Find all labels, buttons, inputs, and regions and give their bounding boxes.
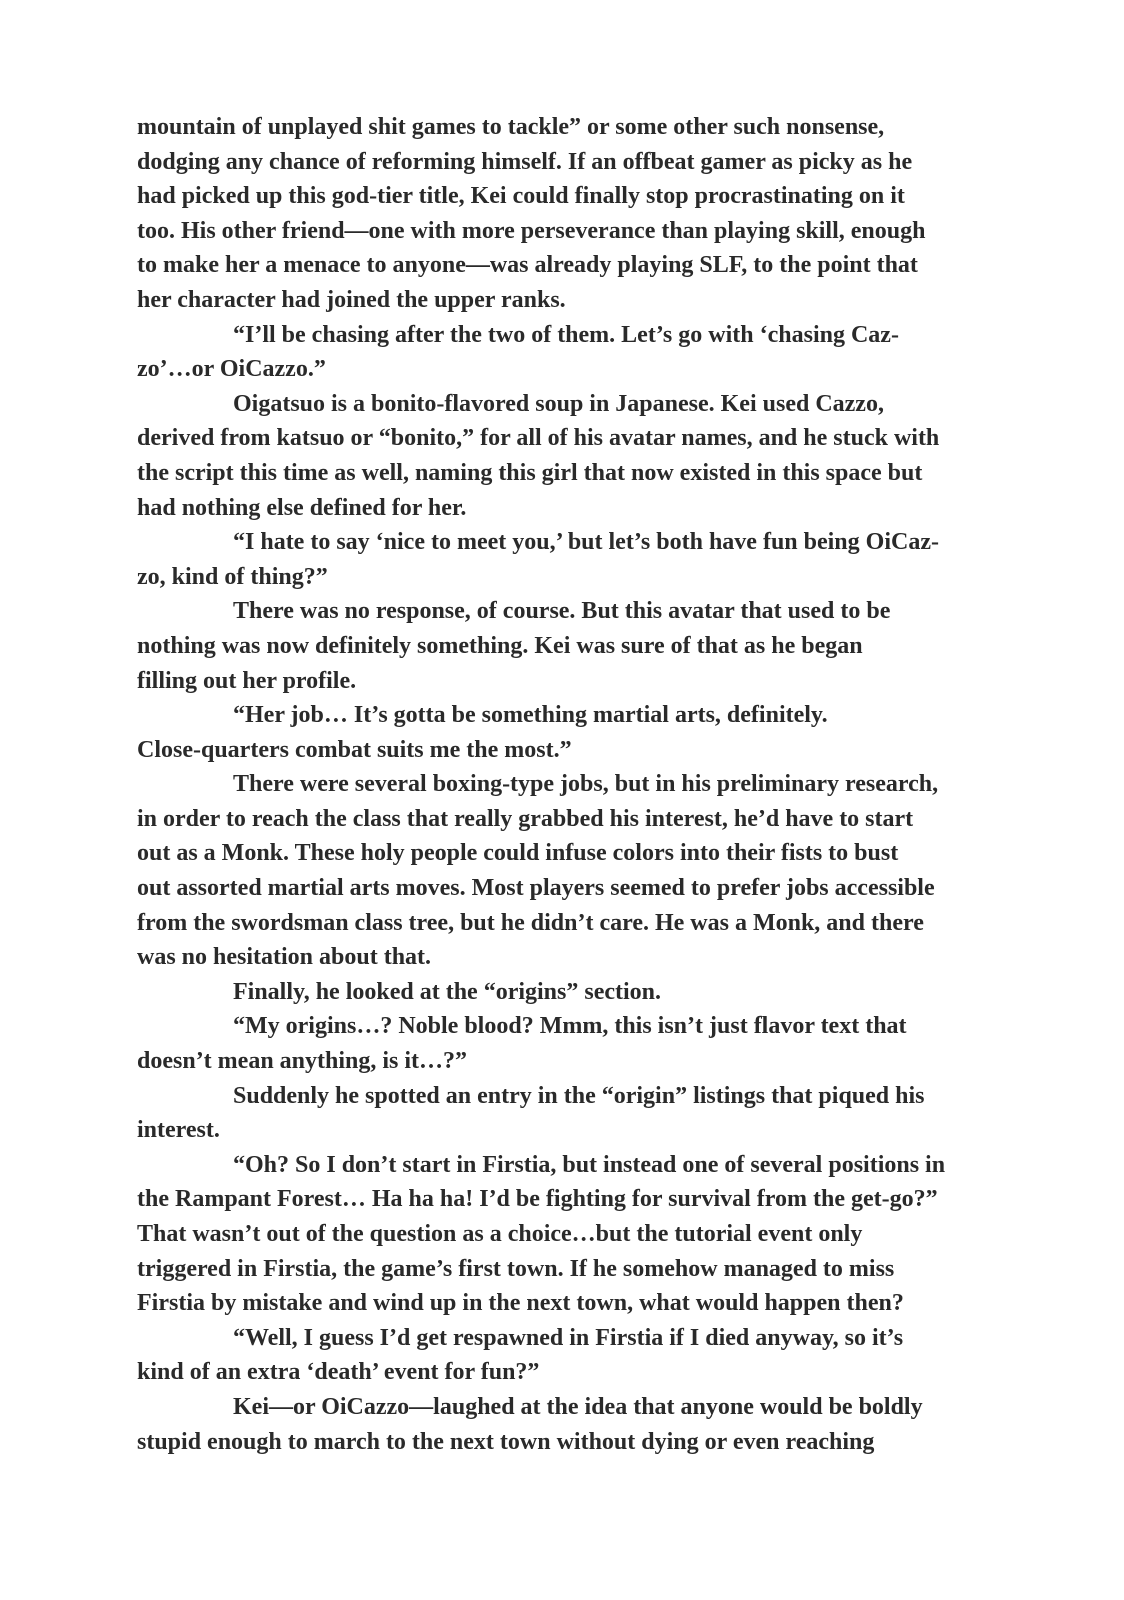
text-line: in order to reach the class that really grabbed his interest, he’d have to start <box>137 805 914 832</box>
text-line: to make her a menace to anyone—was already playing SLF, to the point that <box>137 252 918 279</box>
text-line: Kei—or OiCazzo—laughed at the idea that anyone would be boldly <box>233 1393 923 1420</box>
text-line: Finally, he looked at the “origins” section. <box>233 978 662 1005</box>
text-line: “Oh? So I don’t start in Firstia, but instead one of several positions in <box>233 1151 946 1178</box>
text-line: her character had joined the upper ranks. <box>137 286 566 313</box>
text-line: the Rampant Forest… Ha ha ha! I’d be fighting for survival from the get-go?” <box>137 1186 938 1213</box>
text-line: Oigatsuo is a bonito-flavored soup in Japanese. Kei used Cazzo, <box>233 390 884 417</box>
text-line: zo’…or OiCazzo.” <box>137 356 326 383</box>
text-line: had picked up this god-tier title, Kei could finally stop procrastinating on it <box>137 183 905 210</box>
text-line: “My origins…? Noble blood? Mmm, this isn’t just flavor text that <box>233 1013 907 1040</box>
text-line: mountain of unplayed shit games to tackle” or some other such nonsense, <box>137 114 885 140</box>
text-line: There was no response, of course. But this avatar that used to be <box>233 598 891 625</box>
text-line: from the swordsman class tree, but he didn’t care. He was a Monk, and there <box>137 909 924 936</box>
text-line: doesn’t mean anything, is it…?” <box>137 1048 468 1075</box>
text-line: too. His other friend—one with more perseverance than playing skill, enough <box>137 217 926 244</box>
text-line: out assorted martial arts moves. Most players seemed to prefer jobs accessible <box>137 875 935 902</box>
text-line: interest. <box>137 1117 220 1144</box>
text-line: triggered in Firstia, the game’s first town. If he somehow managed to miss <box>137 1255 895 1282</box>
body-text <box>137 110 1032 1459</box>
text-line: dodging any chance of reforming himself. If an offbeat gamer as picky as he <box>137 148 913 175</box>
text-line: out as a Monk. These holy people could infuse colors into their fists to bust <box>137 840 899 867</box>
text-line: the script this time as well, naming this girl that now existed in this space but <box>137 459 923 486</box>
text-line: Suddenly he spotted an entry in the “origin” listings that piqued his <box>233 1082 925 1109</box>
text-line: was no hesitation about that. <box>137 944 432 971</box>
text-line: filling out her profile. <box>137 667 357 694</box>
text-line: “I hate to say ‘nice to meet you,’ but let’s both have fun being OiCaz- <box>233 529 939 556</box>
text-line: “Well, I guess I’d get respawned in Firstia if I died anyway, so it’s <box>233 1324 904 1351</box>
text-line: kind of an extra ‘death’ event for fun?” <box>137 1359 540 1386</box>
text-line: That wasn’t out of the question as a choice…but the tutorial event only <box>137 1221 863 1247</box>
text-line: had nothing else defined for her. <box>137 494 467 521</box>
text-line: stupid enough to march to the next town without dying or even reaching <box>137 1428 875 1455</box>
text-line: Close-quarters combat suits me the most.” <box>137 736 572 763</box>
text-line: “Her job… It’s gotta be something martial arts, definitely. <box>233 702 828 729</box>
text-line: Firstia by mistake and wind up in the next town, what would happen then? <box>137 1290 904 1317</box>
text-line: zo, kind of thing?” <box>137 563 328 590</box>
text-line: There were several boxing-type jobs, but in his preliminary research, <box>233 771 939 798</box>
text-line: nothing was now definitely something. Kei was sure of that as he began <box>137 632 863 659</box>
text-line: derived from katsuo or “bonito,” for all of his avatar names, and he stuck with <box>137 425 940 452</box>
text-line: “I’ll be chasing after the two of them. Let’s go with ‘chasing Caz- <box>233 321 899 348</box>
